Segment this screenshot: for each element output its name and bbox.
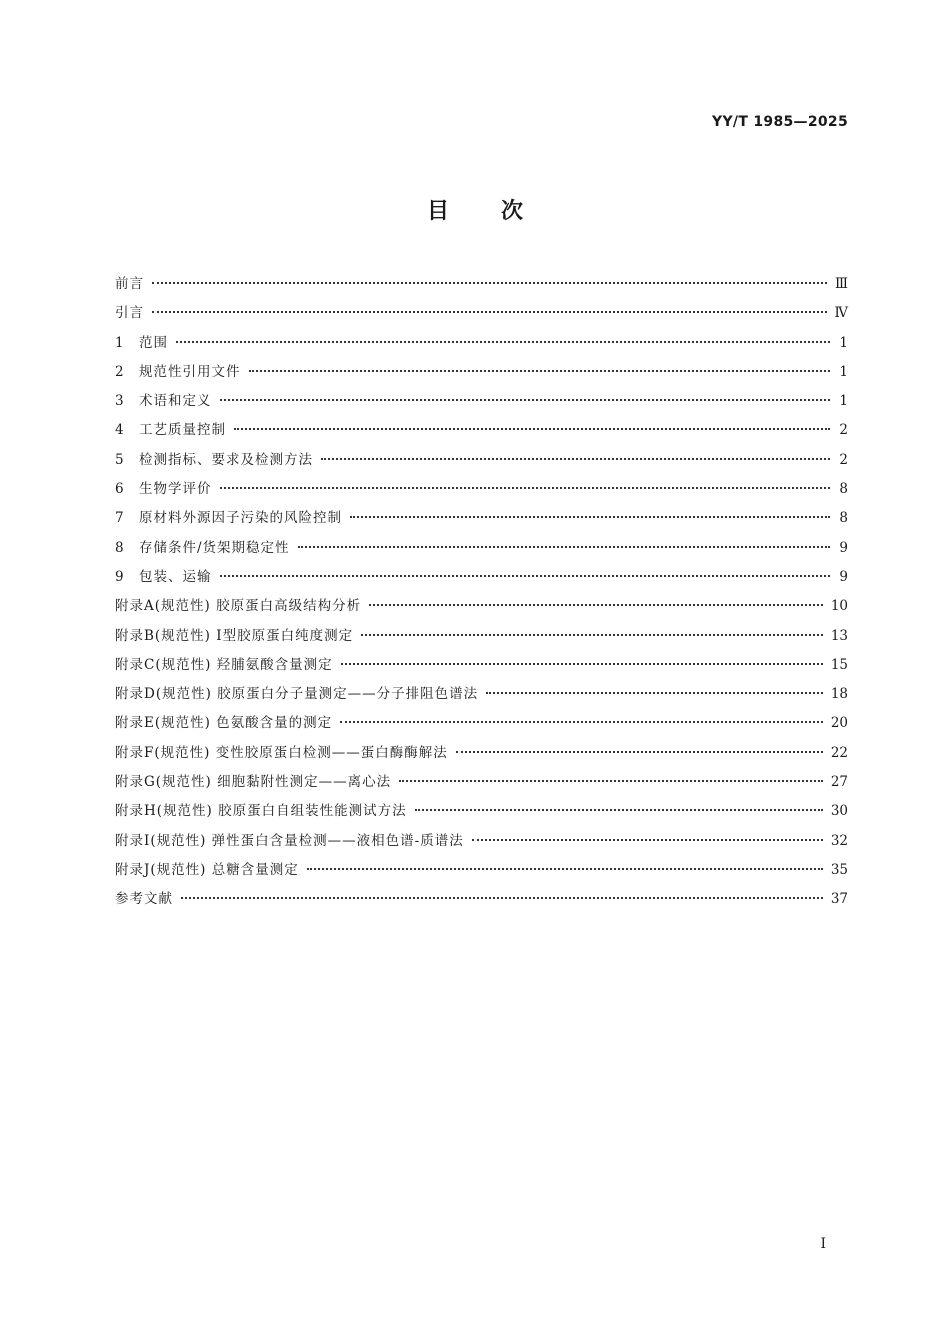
toc-entry-label: 规范性引用文件 xyxy=(139,363,241,380)
toc-entry[interactable] xyxy=(115,830,848,859)
dot-leader xyxy=(307,868,823,870)
dot-leader xyxy=(415,809,823,811)
toc-entry-page: 13 xyxy=(830,627,848,644)
dot-leader xyxy=(369,604,823,606)
toc-entry-label: 引言 xyxy=(115,305,144,322)
dot-leader xyxy=(220,487,831,489)
toc-entry-number: 7 xyxy=(115,510,124,527)
toc-entry-page: 20 xyxy=(830,715,848,732)
toc-entry[interactable] xyxy=(115,449,848,478)
toc-entry-page: 15 xyxy=(830,656,848,673)
toc-entry-number: 8 xyxy=(115,539,124,556)
toc-entry-label: 附录A(规范性) 胶原蛋白高级结构分析 xyxy=(115,598,362,615)
toc-entry-page: Ⅳ xyxy=(834,305,848,322)
page-title: 目次 xyxy=(426,199,575,224)
toc-entry[interactable] xyxy=(115,800,848,829)
dot-leader xyxy=(249,370,831,372)
toc-entry-page: 35 xyxy=(830,861,848,878)
dot-leader xyxy=(361,634,823,636)
dot-leader xyxy=(399,780,823,782)
toc-entry-page: 2 xyxy=(839,451,848,468)
toc-entry-label: 术语和定义 xyxy=(139,393,212,410)
toc-entry-label: 附录C(规范性) 羟脯氨酸含量测定 xyxy=(115,656,333,673)
toc-entry-page: 30 xyxy=(830,803,848,820)
toc-entry-number: 5 xyxy=(115,451,124,468)
toc-entry-number: 4 xyxy=(115,422,124,439)
toc-entry[interactable] xyxy=(115,595,848,624)
toc-entry-page: 22 xyxy=(830,744,848,761)
toc-entry[interactable] xyxy=(115,302,848,331)
dot-leader xyxy=(472,839,823,841)
toc-entry-page: 10 xyxy=(830,598,848,615)
toc-entry-label: 附录H(规范性) 胶原蛋白自组装性能测试方法 xyxy=(115,803,407,820)
toc-entry-label: 前言 xyxy=(115,276,144,292)
toc-entry[interactable] xyxy=(115,742,848,771)
dot-leader xyxy=(350,516,830,518)
toc-entry[interactable] xyxy=(115,478,848,507)
toc-entry[interactable] xyxy=(115,771,848,800)
toc-entry-page: 32 xyxy=(830,832,848,849)
dot-leader xyxy=(340,721,823,723)
dot-leader xyxy=(341,663,823,665)
toc-entry-number: 6 xyxy=(115,481,124,498)
toc-entry-label: 生物学评价 xyxy=(139,481,212,498)
toc-entry-number: 9 xyxy=(115,568,124,585)
dot-leader xyxy=(486,692,823,694)
toc-entry-page: 8 xyxy=(839,510,848,527)
toc-entry-page: 9 xyxy=(839,539,848,556)
table-of-contents xyxy=(115,273,848,918)
toc-entry-label: 存储条件/货架期稳定性 xyxy=(139,539,290,556)
toc-entry-page: 1 xyxy=(839,363,848,380)
toc-entry-page: 27 xyxy=(830,774,848,791)
dot-leader xyxy=(321,458,830,460)
toc-entry-label: 附录G(规范性) 细胞黏附性测定——离心法 xyxy=(115,774,392,791)
toc-entry-label: 附录D(规范性) 胶原蛋白分子量测定——分子排阻色谱法 xyxy=(115,686,479,703)
dot-leader xyxy=(181,897,823,899)
toc-entry-label: 附录I(规范性) 弹性蛋白含量检测——液相色谱-质谱法 xyxy=(115,832,464,849)
toc-entry[interactable] xyxy=(115,537,848,566)
toc-entry-label: 附录F(规范性) 变性胶原蛋白检测——蛋白酶酶解法 xyxy=(115,744,448,761)
toc-entry[interactable] xyxy=(115,507,848,536)
toc-entry-label: 附录B(规范性) Ⅰ型胶原蛋白纯度测定 xyxy=(115,627,354,644)
dot-leader xyxy=(176,341,830,343)
page-number: I xyxy=(820,1236,826,1252)
dot-leader xyxy=(298,546,830,548)
toc-entry-page: 8 xyxy=(839,481,848,498)
toc-entry[interactable] xyxy=(115,654,848,683)
dot-leader xyxy=(220,575,831,577)
toc-entry-label: 附录E(规范性) 色氨酸含量的测定 xyxy=(115,715,333,732)
toc-entry-label: 附录J(规范性) 总糖含量测定 xyxy=(115,861,299,878)
toc-entry[interactable] xyxy=(115,683,848,712)
toc-entry-number: 2 xyxy=(115,363,124,380)
toc-entry-label: 检测指标、要求及检测方法 xyxy=(139,451,313,468)
toc-entry[interactable] xyxy=(115,332,848,361)
dot-leader xyxy=(234,428,830,430)
toc-entry[interactable] xyxy=(115,712,848,741)
toc-entry[interactable] xyxy=(115,419,848,448)
toc-entry[interactable] xyxy=(115,625,848,654)
toc-entry[interactable] xyxy=(115,888,848,917)
toc-entry-page: 1 xyxy=(839,393,848,410)
toc-entry-page: 1 xyxy=(839,334,848,351)
toc-entry-number: 1 xyxy=(115,334,124,351)
toc-entry-page: Ⅲ xyxy=(834,276,848,292)
toc-entry-number: 3 xyxy=(115,393,124,410)
toc-entry-page: 9 xyxy=(839,568,848,585)
toc-entry-page: 37 xyxy=(830,891,848,908)
dot-leader xyxy=(152,282,827,284)
toc-entry-label: 原材料外源因子污染的风险控制 xyxy=(139,510,342,527)
toc-entry[interactable] xyxy=(115,361,848,390)
toc-entry[interactable] xyxy=(115,566,848,595)
toc-entry[interactable] xyxy=(115,859,848,888)
toc-entry[interactable] xyxy=(115,273,848,302)
toc-entry-label: 参考文献 xyxy=(115,891,173,908)
toc-entry-label: 包装、运输 xyxy=(139,568,212,585)
dot-leader xyxy=(456,751,823,753)
dot-leader xyxy=(152,311,827,313)
standard-code: YY/T 1985—2025 xyxy=(712,114,848,130)
dot-leader xyxy=(220,399,831,401)
toc-entry-page: 18 xyxy=(830,686,848,703)
toc-entry-page: 2 xyxy=(839,422,848,439)
toc-entry-label: 工艺质量控制 xyxy=(139,422,226,439)
toc-entry[interactable] xyxy=(115,390,848,419)
toc-entry-label: 范围 xyxy=(139,334,168,351)
